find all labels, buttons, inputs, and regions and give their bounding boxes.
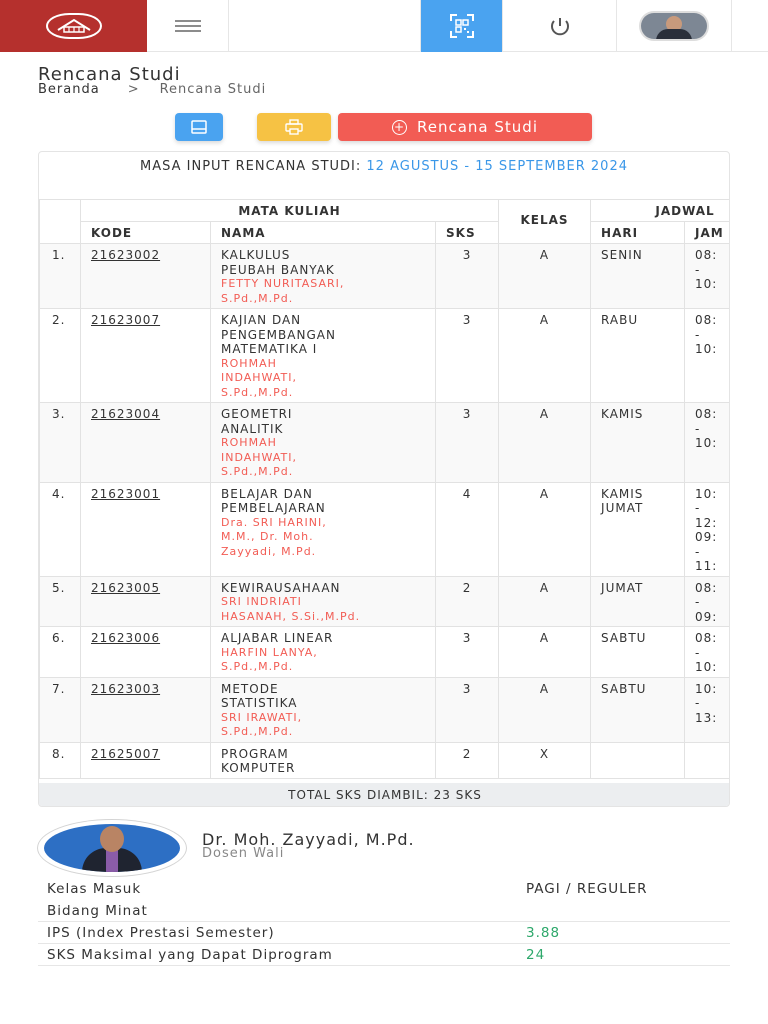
course-name-cell [211, 482, 436, 576]
schedule-day-cell [591, 309, 685, 403]
top-navbar [0, 0, 768, 52]
lecturer-name-line: Zayyadi, M.Pd. [221, 544, 317, 558]
view-button[interactable] [175, 113, 223, 141]
power-icon [543, 16, 577, 36]
lecturer-name-line: FETTY NURITASARI, [221, 277, 345, 290]
lecturer-name-line: SRI INDRIATI [221, 595, 302, 608]
course-code-link[interactable]: 21623004 [91, 407, 161, 421]
course-name-cell [211, 403, 436, 483]
schedule-time: 10: [695, 660, 718, 674]
info-row-ips [38, 922, 730, 944]
breadcrumb-separator: > [127, 82, 140, 97]
schedule-time-cell [685, 244, 730, 309]
lecturer-name-line: HASANAH, S.Si.,M.Pd. [221, 609, 361, 623]
course-code-link[interactable]: 21623003 [91, 681, 161, 696]
course-class: A [499, 576, 591, 627]
table-row [40, 627, 731, 678]
course-sks: 3 [436, 403, 499, 483]
course-sks: 2 [436, 576, 499, 627]
lecturer-name-line: S.Pd.,M.Pd. [221, 291, 294, 305]
lecturer-name-line: ROHMAH [221, 356, 277, 370]
course-class: A [499, 627, 591, 678]
table-row [40, 677, 731, 742]
schedule-time: - [695, 501, 701, 515]
course-name-cell [211, 627, 436, 678]
table-row [40, 742, 731, 778]
menu-toggle-button[interactable] [147, 0, 229, 52]
header-sks: SKS [436, 222, 499, 244]
lecturer-name-line: HARFIN LANYA, [221, 645, 318, 659]
schedule-time: - [695, 595, 701, 609]
info-value: PAGI / REGULER [526, 881, 648, 897]
schedule-time: - [695, 645, 701, 660]
header-jadwal: JADWAL [591, 200, 730, 222]
schedule-time: - [695, 421, 701, 436]
row-number: 3. [40, 403, 81, 483]
lecturer-name-line: Dra. SRI HARINI, [221, 515, 327, 529]
input-period [39, 152, 729, 199]
course-code-cell [81, 309, 211, 403]
course-sks: 3 [436, 627, 499, 678]
header-hari: HARI [591, 222, 685, 244]
schedule-time: 08: [695, 313, 718, 327]
schedule-day-cell [591, 576, 685, 627]
schedule-time: 09: [695, 609, 718, 624]
course-name-line: KEWIRAUSAHAAN [221, 580, 341, 595]
row-number: 2. [40, 309, 81, 403]
info-row-kelas-masuk [38, 878, 730, 900]
course-name-line: KOMPUTER [221, 761, 296, 775]
course-name-line: PROGRAM [221, 746, 289, 761]
course-name-line: PEMBELAJARAN [221, 501, 326, 515]
schedule-day-cell [591, 742, 685, 778]
schedule-time-cell [685, 576, 730, 627]
course-table-body [40, 244, 731, 779]
schedule-time: 12: [695, 515, 718, 530]
breadcrumb [38, 82, 266, 97]
header-kode: KODE [81, 222, 211, 244]
university-logo-icon[interactable] [46, 13, 102, 39]
window-icon [191, 120, 207, 134]
logo-mark-icon [54, 16, 94, 36]
schedule-time: 11: [695, 559, 718, 573]
course-name-line: ALJABAR LINEAR [221, 631, 334, 645]
add-study-plan-button[interactable] [338, 113, 592, 141]
user-menu-button[interactable] [617, 0, 732, 52]
schedule-time-cell [685, 742, 730, 778]
navbar-end [732, 0, 768, 52]
course-name-line: PEUBAH BANYAK [221, 262, 335, 277]
schedule-day: KAMIS [601, 486, 644, 501]
schedule-day-cell [591, 627, 685, 678]
row-number: 6. [40, 627, 81, 678]
header-kelas: KELAS [499, 200, 591, 244]
schedule-time: - [695, 327, 701, 342]
advisor-photo [38, 820, 186, 876]
info-value: 24 [526, 946, 546, 963]
lecturer-name-line: S.Pd.,M.Pd. [221, 385, 294, 399]
course-name-cell [211, 677, 436, 742]
course-sks: 3 [436, 309, 499, 403]
header-nama: NAMA [211, 222, 436, 244]
row-number: 1. [40, 244, 81, 309]
breadcrumb-home-link[interactable]: Beranda [38, 82, 100, 97]
schedule-time: 10: [695, 486, 718, 501]
schedule-time: 10: [695, 277, 718, 291]
info-value: 3.88 [526, 924, 561, 941]
course-code-cell [81, 742, 211, 778]
schedule-time: 08: [695, 580, 718, 595]
schedule-time-cell [685, 482, 730, 576]
course-name-line: ANALITIK [221, 421, 284, 436]
advisor-role: Dosen Wali [202, 846, 285, 861]
print-button[interactable] [257, 113, 331, 141]
schedule-day: KAMIS [601, 407, 644, 421]
study-plan-card [38, 151, 730, 807]
row-number: 7. [40, 677, 81, 742]
schedule-day: SENIN [601, 248, 643, 262]
course-name-line: MATEMATIKA I [221, 342, 318, 356]
info-row-bidang-minat [38, 900, 730, 922]
course-code-link[interactable]: 21623001 [91, 486, 161, 501]
course-code-cell [81, 576, 211, 627]
lecturer-name-line: S.Pd.,M.Pd. [221, 660, 294, 673]
course-sks: 3 [436, 244, 499, 309]
schedule-time: 08: [695, 248, 718, 262]
info-row-sks-maksimal [38, 944, 730, 966]
info-label: SKS Maksimal yang Dapat Diprogram [47, 946, 333, 963]
course-name-cell [211, 309, 436, 403]
schedule-time: - [695, 262, 701, 277]
schedule-time-cell [685, 403, 730, 483]
lecturer-name-line: SRI IRAWATI, [221, 710, 303, 724]
course-name-line: PENGEMBANGAN [221, 327, 336, 342]
course-sks: 3 [436, 677, 499, 742]
schedule-day-cell [591, 403, 685, 483]
course-name-line: BELAJAR DAN [221, 486, 313, 501]
user-avatar [641, 13, 707, 39]
lecturer-name-line: M.M., Dr. Moh. [221, 530, 314, 543]
advisor-name: Dr. Moh. Zayyadi, M.Pd. [202, 830, 415, 849]
info-label: Bidang Minat [47, 902, 148, 919]
breadcrumb-current: Rencana Studi [159, 82, 267, 97]
schedule-day-cell [591, 677, 685, 742]
lecturer-name-line: INDAHWATI, [221, 371, 297, 384]
course-class: A [499, 309, 591, 403]
course-code-cell [81, 677, 211, 742]
schedule-time: 08: [695, 631, 718, 645]
course-sks: 2 [436, 742, 499, 778]
schedule-day: SABTU [601, 681, 647, 696]
schedule-day: JUMAT [601, 580, 644, 595]
schedule-time: 08: [695, 407, 718, 421]
schedule-time: - [695, 696, 701, 710]
course-code-cell [81, 627, 211, 678]
schedule-time-cell [685, 309, 730, 403]
course-table [39, 199, 730, 779]
schedule-day-cell [591, 244, 685, 309]
brand-area[interactable] [0, 0, 147, 52]
course-code-link[interactable]: 21623002 [91, 248, 161, 262]
course-class: A [499, 403, 591, 483]
course-class: X [499, 742, 591, 778]
course-code-link[interactable]: 21623007 [91, 313, 161, 327]
schedule-day: SABTU [601, 631, 647, 645]
page-title: Rencana Studi [38, 64, 181, 85]
print-icon [285, 119, 303, 135]
plus-circle-icon: + [393, 120, 406, 134]
course-class: A [499, 677, 591, 742]
navbar-spacer [229, 0, 421, 52]
qr-code-icon [449, 13, 475, 39]
qr-scan-button[interactable] [421, 0, 503, 52]
schedule-day: RABU [601, 313, 639, 327]
info-label: IPS (Index Prestasi Semester) [47, 924, 275, 941]
schedule-time: 13: [695, 710, 718, 725]
course-code-cell [81, 482, 211, 576]
course-code-cell [81, 244, 211, 309]
add-study-plan-label: Rencana Studi [417, 118, 538, 136]
course-sks: 4 [436, 482, 499, 576]
course-name-cell [211, 244, 436, 309]
course-code-link[interactable]: 21625007 [91, 746, 161, 761]
lecturer-name-line: S.Pd.,M.Pd. [221, 465, 294, 478]
lecturer-name-line: ROHMAH [221, 436, 277, 449]
schedule-time: 09: [695, 530, 718, 544]
schedule-time: 10: [695, 681, 718, 696]
course-code-cell [81, 403, 211, 483]
course-class: A [499, 244, 591, 309]
student-info-list [38, 878, 730, 966]
row-number: 5. [40, 576, 81, 627]
course-name-line: GEOMETRI [221, 407, 293, 421]
course-name-line: STATISTIKA [221, 696, 298, 710]
schedule-time: 10: [695, 342, 718, 356]
schedule-day-cell [591, 482, 685, 576]
table-row [40, 309, 731, 403]
logout-button[interactable] [503, 0, 617, 52]
course-name-line: KAJIAN DAN [221, 313, 302, 327]
schedule-time-cell [685, 677, 730, 742]
course-code-link[interactable]: 21623006 [91, 631, 161, 645]
lecturer-name-line: S.Pd.,M.Pd. [221, 725, 294, 738]
input-period-date: 12 AGUSTUS - 15 SEPTEMBER 2024 [366, 159, 628, 174]
course-code-link[interactable]: 21623005 [91, 580, 161, 595]
header-no [40, 200, 81, 244]
schedule-time-cell [685, 627, 730, 678]
table-row [40, 244, 731, 309]
course-table-scroll[interactable] [39, 199, 730, 783]
schedule-day: JUMAT [601, 501, 644, 515]
row-number: 8. [40, 742, 81, 778]
lecturer-name-line: INDAHWATI, [221, 450, 297, 464]
schedule-time: 10: [695, 436, 718, 450]
header-jam: JAM [685, 222, 730, 244]
info-label: Kelas Masuk [47, 881, 142, 897]
hamburger-menu-icon [174, 19, 202, 33]
course-name-cell [211, 576, 436, 627]
schedule-time: - [695, 544, 701, 559]
header-mata-kuliah: MATA KULIAH [81, 200, 499, 222]
course-name-line: KALKULUS [221, 248, 291, 262]
input-period-label: MASA INPUT RENCANA STUDI: [140, 159, 362, 174]
course-class: A [499, 482, 591, 576]
course-name-line: METODE [221, 681, 279, 696]
table-row [40, 482, 731, 576]
total-sks: TOTAL SKS DIAMBIL: 23 SKS [39, 783, 730, 807]
course-name-cell [211, 742, 436, 778]
table-row [40, 403, 731, 483]
table-row [40, 576, 731, 627]
row-number: 4. [40, 482, 81, 576]
